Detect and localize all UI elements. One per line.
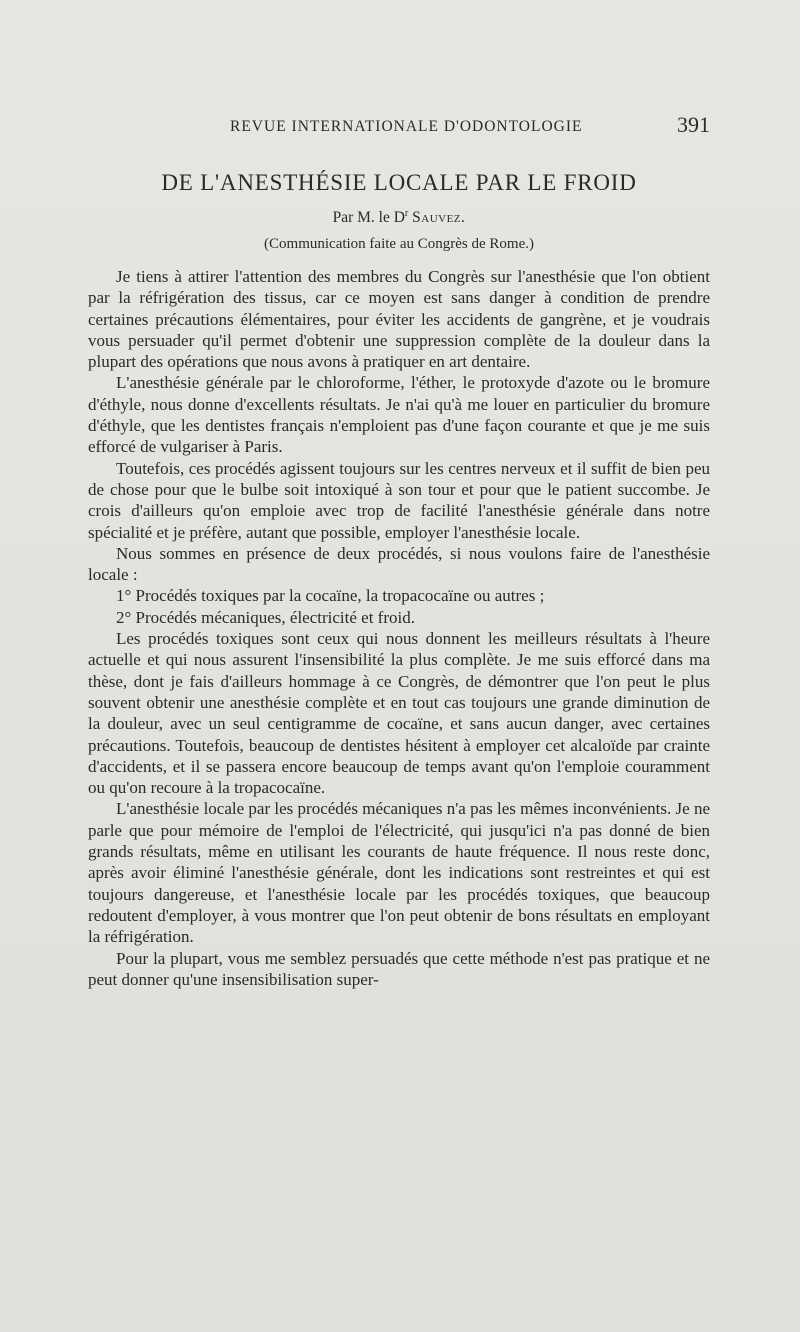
paragraph: Les procédés toxiques sont ceux qui nous donnent les meilleurs résultats à l'heure actuelle et qui nous assurent l'insensibilité la plus complète. Je me suis efforcé dans ma thèse, dont je fais d'ailleurs hommage à ce Congrès, de démontrer que l'on peut le plus souvent obtenir une anesthésie complète et en tout cas toujours une grande diminution de la douleur, avec un seul centigramme de cocaïne, et sans aucun danger, avec certaines précautions. Toutefois, beaucoup de dentistes hésitent à employer cet alcaloïde par crainte d'accidents, et il se passera encore beaucoup de temps avant qu'on l'emploie couramment ou qu'on recoure à la tropacocaïne.	[88, 629, 710, 798]
list-item: 1° Procédés toxiques par la cocaïne, la tropacocaïne ou autres ;	[116, 586, 545, 606]
list-item: 2° Procédés mécaniques, électricité et froid.	[116, 607, 415, 627]
paragraph: L'anesthésie locale par les procédés mécaniques n'a pas les mêmes inconvénients. Je ne parle que pour mémoire de l'emploi de l'électricité, qui jusqu'ici n'a pas donné de bien grands résultats, même en utilisant les courants de haute fréquence. Il nous reste donc, après avoir éliminé l'anesthésie générale, dont les indications sont restreintes et qui est toujours dangereuse, et l'anesthésie locale par les procédés toxiques, que beaucoup redoutent d'employer, à vous montrer que l'on peut obtenir de bons résultats en employant la réfrigération.	[88, 799, 710, 947]
paragraph: Je tiens à attirer l'attention des membres du Congrès sur l'anesthésie que l'on obtient par la réfrigération des tissus, car ce moyen est sans danger à condition de prendre certaines précautions élémentaires, pour éviter les accidents de gangrène, et je voudrais vous persuader qu'il permet d'obtenir une suppression complète de la douleur dans la plupart des opérations que nous avons à pratiquer en art dentaire.	[88, 267, 710, 372]
byline-prefix: Par M. le D	[332, 209, 405, 227]
communication-note: (Communication faite au Congrès de Rome.)	[264, 236, 534, 252]
journal-title: REVUE INTERNATIONALE D'ODONTOLOGIE	[230, 118, 583, 135]
paragraph: Nous sommes en présence de deux procédés, si nous voulons faire de l'anesthésie locale :	[88, 543, 710, 585]
article-body	[88, 266, 710, 990]
running-header	[88, 112, 710, 142]
byline-sup: r	[404, 208, 409, 219]
paragraph: Pour la plupart, vous me semblez persuadés que cette méthode n'est pas pratique et ne peut donner qu'une insensibilisation super-	[88, 948, 710, 989]
byline	[88, 208, 710, 227]
author-name: Sauvez.	[412, 209, 466, 227]
paragraph: Toutefois, ces procédés agissent toujours sur les centres nerveux et il suffit de bien peu de chose pour que le bulbe soit intoxiqué à son tour et pour que le patient succombe. Je crois d'ailleurs qu'on emploie avec trop de facilité l'anesthésie générale dans notre spécialité et je préfère, autant que possible, employer l'anesthésie locale.	[88, 458, 710, 542]
article-title: DE L'ANESTHÉSIE LOCALE PAR LE FROID	[161, 170, 637, 195]
paragraph: L'anesthésie générale par le chloroforme, l'éther, le protoxyde d'azote ou le bromure d'éthyle, nous donne d'excellents résultats. Je n'ai qu'à me louer en particulier du bromure d'éthyle, que les dentistes français n'emploient pas d'une façon courante et que je me suis efforcé de vulgariser à Paris.	[88, 373, 710, 457]
page-number: 391	[677, 112, 710, 137]
